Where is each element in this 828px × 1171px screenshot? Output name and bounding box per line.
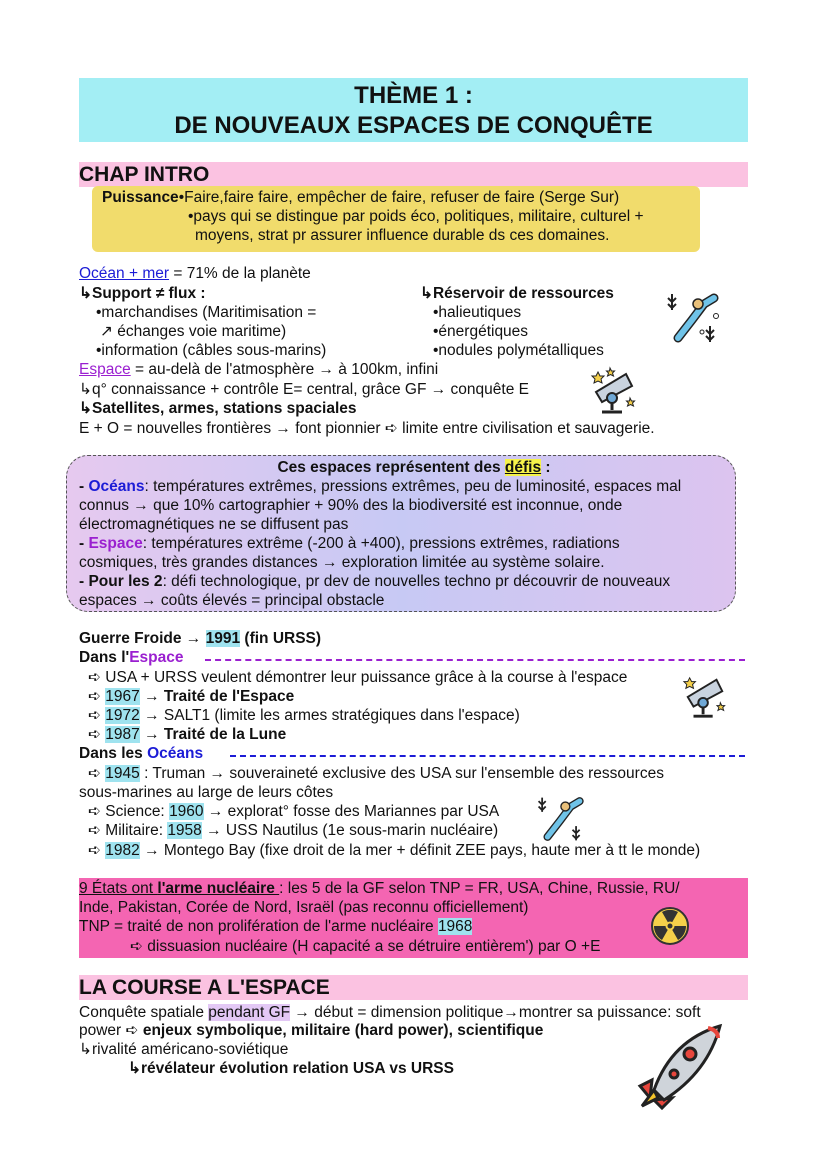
text: Ces espaces représentent des: [277, 459, 505, 476]
dans-oceans-heading: [79, 744, 203, 763]
text: power ➪: [79, 1022, 143, 1039]
text: ➪ Science:: [88, 803, 170, 820]
text: 9 États ont: [79, 880, 158, 897]
heading-text: CHAP INTRO: [79, 163, 210, 186]
ocean-item: [88, 841, 700, 860]
text: → début = dimension politique→montrer sa puissance: soft: [290, 1004, 701, 1021]
rocket-icon: [632, 1020, 727, 1112]
both-line: - Pour les 2: défi technologique, pr dev de nouvelles techno pr découvrir de nouveaux: [79, 573, 671, 590]
flux-item: ↗ échanges voie maritime): [100, 323, 287, 340]
puissance-line-1: [102, 188, 619, 207]
year: 1958: [167, 822, 202, 839]
resource-item: •énergétiques: [433, 323, 529, 340]
label: Espace: [88, 535, 143, 552]
text: = au-delà de l'atmosphère → à 100km, infini: [130, 361, 439, 378]
text: Conquête spatiale: [79, 1004, 209, 1021]
text: Océans: [147, 745, 204, 762]
flux-item: •marchandises (Maritimisation =: [96, 304, 317, 321]
eo-line: E + O = nouvelles frontières → font pionnier ➪ limite entre civilisation et sauvagerie.: [79, 420, 655, 437]
text: Dans l': [79, 649, 130, 666]
espace-item: ➪ USA + URSS veulent démontrer leur puissance grâce à la course à l'espace: [88, 669, 628, 686]
heading-text: LA COURSE A L'ESPACE: [79, 976, 330, 999]
ocean-line: [79, 264, 311, 283]
text: Guerre Froide →: [79, 630, 206, 647]
year: 1972: [105, 707, 140, 724]
course-line: [79, 1003, 701, 1022]
both-line: espaces → coûts élevés = principal obstacle: [79, 592, 385, 609]
year: 1987: [105, 726, 140, 743]
espace-defi-line: - Espace: températures extrême (-200 à +400), pressions extrêmes, radiations: [79, 535, 620, 552]
text: = 71% de la planète: [169, 265, 311, 282]
arrow: ➪: [88, 688, 106, 705]
title-line-2: DE NOUVEAUX ESPACES DE CONQUÊTE: [174, 112, 653, 139]
oceans-line: électromagnétiques ne se diffusent pas: [79, 516, 349, 533]
text: → Traité de l'Espace: [139, 688, 295, 705]
ocean-item: [88, 802, 499, 821]
course-line: ↳rivalité américano-soviétique: [79, 1041, 289, 1058]
nuclear-line: [79, 917, 472, 936]
text: : températures extrêmes, pressions extrêmes, peu de luminosité, espaces mal: [144, 478, 682, 495]
year: 1960: [169, 803, 204, 820]
def: •Faire,faire faire, empêcher de faire, refuser de faire (Serge Sur): [178, 189, 620, 206]
arrow: ➪: [88, 726, 106, 743]
espace-defi-line: cosmiques, très grandes distances → exploration limitée au système solaire.: [79, 554, 605, 571]
ocean-item: sous-marines au large de leurs côtes: [79, 784, 334, 801]
diver-icon: [664, 290, 720, 346]
q-line: ↳q° connaissance + contrôle E= central, grâce GF → conquête E: [79, 381, 529, 398]
puissance-line-3: moyens, strat pr assurer influence durable ds ces domaines.: [195, 227, 610, 244]
text: :: [541, 459, 551, 476]
chap-intro-heading: [79, 162, 748, 187]
text: (fin URSS): [240, 630, 322, 647]
course-heading: [79, 975, 748, 1000]
resource-item: •nodules polymétalliques: [433, 342, 604, 359]
divider: [205, 659, 745, 661]
text: : défi technologique, pr dev de nouvelles techno pr découvrir de nouveaux: [162, 573, 671, 590]
year: 1991: [205, 630, 241, 647]
text: l'arme nucléaire: [157, 880, 280, 897]
text: Espace: [129, 649, 184, 666]
reservoir-line: ↳Réservoir de ressources: [420, 285, 614, 302]
arrow: ➪: [88, 707, 106, 724]
text: : températures extrême (-200 à +400), pressions extrêmes, radiations: [142, 535, 620, 552]
year: 1967: [105, 688, 140, 705]
course-line: [79, 1021, 543, 1040]
text: enjeux symbolique, militaire (hard power), scientifique: [142, 1022, 544, 1039]
text: Dans les: [79, 745, 148, 762]
ocean-item: [88, 764, 664, 783]
nuclear-line: [79, 879, 680, 898]
telescope-icon: [590, 366, 638, 416]
year: 1968: [437, 918, 473, 935]
text: : les 5 de la GF selon TNP = FR, USA, Chine, Russie, RU/: [279, 880, 680, 897]
espace-link[interactable]: Espace: [79, 361, 131, 378]
title-line-1: THÈME 1 :: [354, 82, 473, 109]
radiation-icon: [650, 906, 690, 946]
text: → USS Nautilus (1e sous-marin nucléaire): [201, 822, 499, 839]
text: → SALT1 (limite les armes stratégiques dans l'espace): [139, 707, 520, 724]
dans-espace-heading: [79, 648, 184, 667]
diver-icon: [535, 794, 585, 844]
arrow: ➪: [88, 842, 106, 859]
defis-word: défis: [504, 459, 542, 476]
espace-item: [88, 725, 286, 744]
text: ➪ Militaire:: [88, 822, 168, 839]
oceans-line: - Océans: températures extrêmes, pressions extrêmes, peu de luminosité, espaces mal: [79, 478, 682, 495]
text: → Montego Bay (fixe droit de la mer + définit ZEE pays, haute mer à tt le monde): [139, 842, 701, 859]
label: Pour les 2: [88, 573, 163, 590]
puissance-line-2: •pays qui se distingue par poids éco, politiques, militaire, culturel +: [188, 208, 644, 225]
ocean-item: [88, 821, 498, 840]
year: 1982: [105, 842, 140, 859]
text: : Truman → souveraineté exclusive des USA sur l'ensemble des ressources: [139, 765, 664, 782]
term: Puissance: [102, 189, 179, 206]
resource-item: •halieutiques: [433, 304, 522, 321]
nuclear-line: ➪ dissuasion nucléaire (H capacité a se détruire entièrem') par O +E: [130, 938, 601, 955]
sat-line: ↳Satellites, armes, stations spaciales: [79, 400, 357, 417]
text: → explorat° fosse des Mariannes par USA: [203, 803, 500, 820]
espace-item: [88, 706, 520, 725]
arrow: ➪: [88, 765, 106, 782]
defis-title: [0, 458, 828, 477]
divider: [230, 755, 745, 757]
theme-title: [79, 78, 748, 142]
nuclear-line: Inde, Pakistan, Corée de Nord, Israël (pas reconnu officiellement): [79, 899, 529, 916]
espace-item: [88, 687, 294, 706]
year: 1945: [105, 765, 140, 782]
support-line: ↳Support ≠ flux :: [79, 285, 206, 302]
gf-line: [79, 629, 321, 648]
oceans-line: connus → que 10% cartographier + 90% des la biodiversité est inconnue, onde: [79, 497, 623, 514]
telescope-icon: [682, 672, 728, 720]
flux-item: •information (câbles sous-marins): [96, 342, 327, 359]
ocean-link[interactable]: Océan + mer: [79, 265, 170, 282]
text: TNP = traité de non prolifération de l'arme nucléaire: [79, 918, 438, 935]
text: pendant GF: [208, 1004, 291, 1021]
text: → Traité de la Lune: [139, 726, 287, 743]
espace-line: [79, 360, 438, 379]
label: Océans: [88, 478, 145, 495]
course-line: ↳révélateur évolution relation USA vs URSS: [128, 1060, 454, 1077]
